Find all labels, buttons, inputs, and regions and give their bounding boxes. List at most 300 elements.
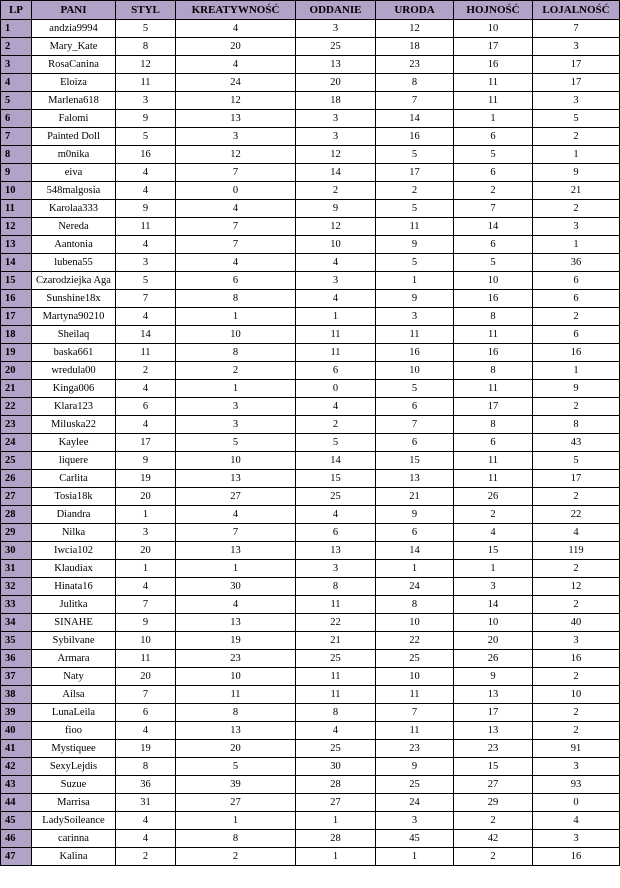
cell-styl: 20 xyxy=(116,668,176,686)
cell-lojalnosc: 93 xyxy=(533,776,620,794)
cell-kreatywnosc: 8 xyxy=(176,344,296,362)
cell-hojnosc: 10 xyxy=(454,272,533,290)
cell-kreatywnosc: 2 xyxy=(176,848,296,866)
header-uroda: URODA xyxy=(376,1,454,20)
cell-name: Eloiza xyxy=(32,74,116,92)
cell-hojnosc: 8 xyxy=(454,416,533,434)
cell-oddanie: 18 xyxy=(296,92,376,110)
cell-styl: 31 xyxy=(116,794,176,812)
cell-lojalnosc: 16 xyxy=(533,848,620,866)
table-row xyxy=(1,668,620,686)
cell-uroda: 1 xyxy=(376,272,454,290)
cell-uroda: 11 xyxy=(376,722,454,740)
cell-lojalnosc: 2 xyxy=(533,128,620,146)
cell-oddanie: 4 xyxy=(296,254,376,272)
cell-lojalnosc: 40 xyxy=(533,614,620,632)
header-styl: STYL xyxy=(116,1,176,20)
cell-lp: 25 xyxy=(1,452,32,470)
cell-styl: 9 xyxy=(116,614,176,632)
cell-uroda: 6 xyxy=(376,434,454,452)
cell-name: Tosia18k xyxy=(32,488,116,506)
cell-styl: 19 xyxy=(116,470,176,488)
cell-lojalnosc: 9 xyxy=(533,380,620,398)
cell-uroda: 11 xyxy=(376,686,454,704)
cell-kreatywnosc: 7 xyxy=(176,524,296,542)
cell-name: carinna xyxy=(32,830,116,848)
cell-lojalnosc: 2 xyxy=(533,560,620,578)
cell-kreatywnosc: 8 xyxy=(176,290,296,308)
cell-kreatywnosc: 3 xyxy=(176,398,296,416)
cell-styl: 20 xyxy=(116,488,176,506)
cell-lp: 32 xyxy=(1,578,32,596)
cell-oddanie: 25 xyxy=(296,740,376,758)
cell-styl: 9 xyxy=(116,110,176,128)
cell-hojnosc: 23 xyxy=(454,740,533,758)
header-kreatywnosc: KREATYWNOŚĆ xyxy=(176,1,296,20)
cell-lp: 20 xyxy=(1,362,32,380)
cell-lojalnosc: 17 xyxy=(533,470,620,488)
cell-lojalnosc: 5 xyxy=(533,110,620,128)
cell-oddanie: 6 xyxy=(296,524,376,542)
table-row xyxy=(1,758,620,776)
table-row xyxy=(1,398,620,416)
cell-styl: 4 xyxy=(116,236,176,254)
cell-name: Sybilvane xyxy=(32,632,116,650)
cell-uroda: 11 xyxy=(376,218,454,236)
cell-hojnosc: 29 xyxy=(454,794,533,812)
cell-uroda: 3 xyxy=(376,812,454,830)
cell-lojalnosc: 6 xyxy=(533,272,620,290)
cell-hojnosc: 11 xyxy=(454,74,533,92)
cell-name: liquere xyxy=(32,452,116,470)
cell-lojalnosc: 3 xyxy=(533,92,620,110)
cell-styl: 7 xyxy=(116,596,176,614)
cell-lp: 4 xyxy=(1,74,32,92)
cell-uroda: 7 xyxy=(376,92,454,110)
cell-hojnosc: 13 xyxy=(454,722,533,740)
cell-kreatywnosc: 3 xyxy=(176,416,296,434)
cell-styl: 12 xyxy=(116,56,176,74)
cell-oddanie: 3 xyxy=(296,272,376,290)
cell-name: Kalina xyxy=(32,848,116,866)
cell-lp: 16 xyxy=(1,290,32,308)
table-row xyxy=(1,434,620,452)
table-row xyxy=(1,254,620,272)
cell-hojnosc: 10 xyxy=(454,614,533,632)
cell-kreatywnosc: 11 xyxy=(176,686,296,704)
cell-styl: 11 xyxy=(116,650,176,668)
cell-styl: 4 xyxy=(116,830,176,848)
cell-hojnosc: 6 xyxy=(454,164,533,182)
cell-styl: 2 xyxy=(116,362,176,380)
cell-uroda: 5 xyxy=(376,146,454,164)
cell-lp: 44 xyxy=(1,794,32,812)
cell-hojnosc: 17 xyxy=(454,398,533,416)
cell-name: Marrisa xyxy=(32,794,116,812)
cell-lojalnosc: 17 xyxy=(533,56,620,74)
cell-uroda: 3 xyxy=(376,308,454,326)
header-lp: LP xyxy=(1,1,32,20)
cell-kreatywnosc: 27 xyxy=(176,794,296,812)
cell-name: Aantonia xyxy=(32,236,116,254)
cell-lojalnosc: 2 xyxy=(533,722,620,740)
cell-uroda: 23 xyxy=(376,740,454,758)
cell-styl: 5 xyxy=(116,272,176,290)
cell-styl: 4 xyxy=(116,578,176,596)
cell-name: 548malgosia xyxy=(32,182,116,200)
cell-uroda: 9 xyxy=(376,506,454,524)
cell-oddanie: 1 xyxy=(296,812,376,830)
cell-styl: 36 xyxy=(116,776,176,794)
table-row xyxy=(1,164,620,182)
cell-styl: 1 xyxy=(116,506,176,524)
cell-kreatywnosc: 8 xyxy=(176,704,296,722)
cell-name: Naty xyxy=(32,668,116,686)
cell-uroda: 8 xyxy=(376,74,454,92)
cell-oddanie: 21 xyxy=(296,632,376,650)
cell-name: SINAHE xyxy=(32,614,116,632)
cell-hojnosc: 2 xyxy=(454,182,533,200)
table-row xyxy=(1,20,620,38)
header-row xyxy=(1,1,620,20)
cell-hojnosc: 2 xyxy=(454,848,533,866)
cell-uroda: 5 xyxy=(376,254,454,272)
cell-oddanie: 25 xyxy=(296,38,376,56)
cell-lp: 14 xyxy=(1,254,32,272)
table-body xyxy=(1,20,620,866)
cell-lp: 33 xyxy=(1,596,32,614)
table-row xyxy=(1,488,620,506)
cell-styl: 6 xyxy=(116,704,176,722)
cell-oddanie: 28 xyxy=(296,776,376,794)
table-row xyxy=(1,632,620,650)
cell-kreatywnosc: 13 xyxy=(176,470,296,488)
cell-lp: 45 xyxy=(1,812,32,830)
cell-lojalnosc: 9 xyxy=(533,164,620,182)
cell-name: LunaLeila xyxy=(32,704,116,722)
cell-kreatywnosc: 8 xyxy=(176,830,296,848)
cell-uroda: 14 xyxy=(376,542,454,560)
cell-oddanie: 27 xyxy=(296,794,376,812)
cell-hojnosc: 11 xyxy=(454,470,533,488)
cell-lojalnosc: 10 xyxy=(533,686,620,704)
table-row xyxy=(1,722,620,740)
cell-uroda: 10 xyxy=(376,362,454,380)
cell-styl: 7 xyxy=(116,290,176,308)
cell-styl: 2 xyxy=(116,848,176,866)
table-row xyxy=(1,218,620,236)
cell-oddanie: 1 xyxy=(296,848,376,866)
cell-kreatywnosc: 3 xyxy=(176,128,296,146)
cell-hojnosc: 15 xyxy=(454,542,533,560)
cell-lojalnosc: 2 xyxy=(533,200,620,218)
cell-hojnosc: 17 xyxy=(454,38,533,56)
cell-oddanie: 0 xyxy=(296,380,376,398)
cell-kreatywnosc: 1 xyxy=(176,812,296,830)
table-row xyxy=(1,326,620,344)
cell-name: andzia9994 xyxy=(32,20,116,38)
cell-lojalnosc: 6 xyxy=(533,326,620,344)
cell-name: Klaudiax xyxy=(32,560,116,578)
cell-lojalnosc: 6 xyxy=(533,290,620,308)
table-row xyxy=(1,56,620,74)
cell-name: Karolaa333 xyxy=(32,200,116,218)
cell-styl: 19 xyxy=(116,740,176,758)
cell-hojnosc: 6 xyxy=(454,128,533,146)
cell-lojalnosc: 22 xyxy=(533,506,620,524)
cell-oddanie: 2 xyxy=(296,416,376,434)
cell-uroda: 10 xyxy=(376,668,454,686)
cell-name: Nereda xyxy=(32,218,116,236)
cell-kreatywnosc: 30 xyxy=(176,578,296,596)
cell-kreatywnosc: 10 xyxy=(176,668,296,686)
cell-name: Mary_Kate xyxy=(32,38,116,56)
cell-lp: 42 xyxy=(1,758,32,776)
table-row xyxy=(1,578,620,596)
cell-hojnosc: 11 xyxy=(454,92,533,110)
cell-uroda: 15 xyxy=(376,452,454,470)
cell-lp: 19 xyxy=(1,344,32,362)
cell-hojnosc: 3 xyxy=(454,578,533,596)
cell-oddanie: 11 xyxy=(296,686,376,704)
cell-oddanie: 1 xyxy=(296,308,376,326)
cell-lp: 28 xyxy=(1,506,32,524)
cell-lojalnosc: 17 xyxy=(533,74,620,92)
cell-name: Kaylee xyxy=(32,434,116,452)
cell-oddanie: 11 xyxy=(296,668,376,686)
cell-uroda: 5 xyxy=(376,380,454,398)
cell-lojalnosc: 16 xyxy=(533,344,620,362)
cell-kreatywnosc: 4 xyxy=(176,200,296,218)
cell-name: Martyna90210 xyxy=(32,308,116,326)
cell-kreatywnosc: 4 xyxy=(176,506,296,524)
table-row xyxy=(1,182,620,200)
cell-oddanie: 13 xyxy=(296,542,376,560)
cell-styl: 9 xyxy=(116,452,176,470)
cell-name: Falomi xyxy=(32,110,116,128)
cell-uroda: 12 xyxy=(376,20,454,38)
cell-lp: 21 xyxy=(1,380,32,398)
cell-name: baska661 xyxy=(32,344,116,362)
cell-lojalnosc: 21 xyxy=(533,182,620,200)
table-row xyxy=(1,236,620,254)
table-row xyxy=(1,452,620,470)
cell-lp: 26 xyxy=(1,470,32,488)
cell-name: Ailsa xyxy=(32,686,116,704)
cell-lp: 5 xyxy=(1,92,32,110)
cell-uroda: 6 xyxy=(376,398,454,416)
cell-oddanie: 20 xyxy=(296,74,376,92)
cell-styl: 11 xyxy=(116,218,176,236)
cell-name: Sunshine18x xyxy=(32,290,116,308)
cell-lojalnosc: 0 xyxy=(533,794,620,812)
table-row xyxy=(1,128,620,146)
cell-name: lubena55 xyxy=(32,254,116,272)
header-lojalnosc: LOJALNOŚĆ xyxy=(533,1,620,20)
cell-kreatywnosc: 13 xyxy=(176,614,296,632)
cell-lojalnosc: 1 xyxy=(533,236,620,254)
cell-lp: 23 xyxy=(1,416,32,434)
cell-oddanie: 3 xyxy=(296,110,376,128)
cell-lojalnosc: 1 xyxy=(533,362,620,380)
cell-uroda: 6 xyxy=(376,524,454,542)
cell-kreatywnosc: 13 xyxy=(176,110,296,128)
cell-hojnosc: 7 xyxy=(454,200,533,218)
table-row xyxy=(1,110,620,128)
cell-hojnosc: 11 xyxy=(454,452,533,470)
cell-oddanie: 9 xyxy=(296,200,376,218)
cell-lp: 38 xyxy=(1,686,32,704)
table-row xyxy=(1,542,620,560)
cell-uroda: 9 xyxy=(376,758,454,776)
cell-oddanie: 12 xyxy=(296,146,376,164)
cell-oddanie: 12 xyxy=(296,218,376,236)
cell-name: Suzue xyxy=(32,776,116,794)
cell-styl: 10 xyxy=(116,632,176,650)
cell-oddanie: 13 xyxy=(296,56,376,74)
cell-hojnosc: 6 xyxy=(454,434,533,452)
table-row xyxy=(1,272,620,290)
cell-kreatywnosc: 10 xyxy=(176,326,296,344)
cell-styl: 3 xyxy=(116,524,176,542)
cell-lp: 36 xyxy=(1,650,32,668)
cell-uroda: 5 xyxy=(376,200,454,218)
cell-oddanie: 8 xyxy=(296,578,376,596)
cell-styl: 7 xyxy=(116,686,176,704)
cell-kreatywnosc: 12 xyxy=(176,146,296,164)
cell-hojnosc: 16 xyxy=(454,290,533,308)
cell-kreatywnosc: 6 xyxy=(176,272,296,290)
header-pani: PANI xyxy=(32,1,116,20)
cell-styl: 1 xyxy=(116,560,176,578)
cell-lp: 30 xyxy=(1,542,32,560)
cell-oddanie: 14 xyxy=(296,452,376,470)
cell-styl: 17 xyxy=(116,434,176,452)
cell-hojnosc: 6 xyxy=(454,236,533,254)
table-row xyxy=(1,308,620,326)
cell-styl: 20 xyxy=(116,542,176,560)
cell-hojnosc: 14 xyxy=(454,596,533,614)
cell-styl: 4 xyxy=(116,380,176,398)
cell-lojalnosc: 3 xyxy=(533,218,620,236)
cell-uroda: 17 xyxy=(376,164,454,182)
table-row xyxy=(1,344,620,362)
cell-uroda: 24 xyxy=(376,578,454,596)
cell-lp: 12 xyxy=(1,218,32,236)
cell-lp: 22 xyxy=(1,398,32,416)
cell-oddanie: 25 xyxy=(296,488,376,506)
cell-hojnosc: 26 xyxy=(454,650,533,668)
cell-hojnosc: 11 xyxy=(454,326,533,344)
cell-lojalnosc: 2 xyxy=(533,596,620,614)
cell-oddanie: 2 xyxy=(296,182,376,200)
cell-lojalnosc: 3 xyxy=(533,758,620,776)
cell-uroda: 14 xyxy=(376,110,454,128)
cell-lp: 34 xyxy=(1,614,32,632)
cell-uroda: 45 xyxy=(376,830,454,848)
cell-lojalnosc: 2 xyxy=(533,398,620,416)
cell-lp: 47 xyxy=(1,848,32,866)
cell-name: Armara xyxy=(32,650,116,668)
cell-oddanie: 14 xyxy=(296,164,376,182)
cell-uroda: 7 xyxy=(376,416,454,434)
cell-lp: 3 xyxy=(1,56,32,74)
cell-kreatywnosc: 10 xyxy=(176,452,296,470)
cell-lojalnosc: 4 xyxy=(533,524,620,542)
table-row xyxy=(1,614,620,632)
cell-uroda: 9 xyxy=(376,290,454,308)
cell-lp: 27 xyxy=(1,488,32,506)
cell-uroda: 1 xyxy=(376,848,454,866)
table-row xyxy=(1,740,620,758)
cell-styl: 4 xyxy=(116,722,176,740)
cell-styl: 11 xyxy=(116,74,176,92)
table-row xyxy=(1,146,620,164)
cell-kreatywnosc: 4 xyxy=(176,20,296,38)
cell-kreatywnosc: 27 xyxy=(176,488,296,506)
cell-name: wredula00 xyxy=(32,362,116,380)
cell-uroda: 9 xyxy=(376,236,454,254)
cell-hojnosc: 4 xyxy=(454,524,533,542)
cell-lojalnosc: 8 xyxy=(533,416,620,434)
cell-name: Marlena618 xyxy=(32,92,116,110)
table-row xyxy=(1,812,620,830)
cell-styl: 11 xyxy=(116,344,176,362)
cell-lp: 2 xyxy=(1,38,32,56)
cell-name: Hinata16 xyxy=(32,578,116,596)
cell-lojalnosc: 43 xyxy=(533,434,620,452)
cell-lp: 37 xyxy=(1,668,32,686)
cell-lojalnosc: 36 xyxy=(533,254,620,272)
header-oddanie: ODDANIE xyxy=(296,1,376,20)
header-hojnosc: HOJNOŚĆ xyxy=(454,1,533,20)
cell-lp: 6 xyxy=(1,110,32,128)
cell-oddanie: 11 xyxy=(296,344,376,362)
cell-hojnosc: 26 xyxy=(454,488,533,506)
cell-kreatywnosc: 7 xyxy=(176,218,296,236)
cell-kreatywnosc: 1 xyxy=(176,560,296,578)
cell-oddanie: 8 xyxy=(296,704,376,722)
cell-oddanie: 22 xyxy=(296,614,376,632)
cell-styl: 4 xyxy=(116,182,176,200)
cell-lp: 46 xyxy=(1,830,32,848)
cell-lp: 35 xyxy=(1,632,32,650)
cell-hojnosc: 16 xyxy=(454,56,533,74)
cell-oddanie: 25 xyxy=(296,650,376,668)
cell-styl: 5 xyxy=(116,128,176,146)
table-row xyxy=(1,794,620,812)
cell-lp: 24 xyxy=(1,434,32,452)
cell-oddanie: 5 xyxy=(296,434,376,452)
cell-styl: 8 xyxy=(116,38,176,56)
cell-oddanie: 28 xyxy=(296,830,376,848)
cell-styl: 3 xyxy=(116,254,176,272)
cell-uroda: 2 xyxy=(376,182,454,200)
cell-oddanie: 11 xyxy=(296,326,376,344)
cell-styl: 6 xyxy=(116,398,176,416)
cell-oddanie: 4 xyxy=(296,290,376,308)
cell-name: eiva xyxy=(32,164,116,182)
cell-hojnosc: 11 xyxy=(454,380,533,398)
cell-uroda: 16 xyxy=(376,128,454,146)
table-row xyxy=(1,380,620,398)
cell-kreatywnosc: 12 xyxy=(176,92,296,110)
cell-styl: 4 xyxy=(116,416,176,434)
cell-styl: 8 xyxy=(116,758,176,776)
cell-lp: 13 xyxy=(1,236,32,254)
cell-hojnosc: 5 xyxy=(454,146,533,164)
cell-oddanie: 11 xyxy=(296,596,376,614)
